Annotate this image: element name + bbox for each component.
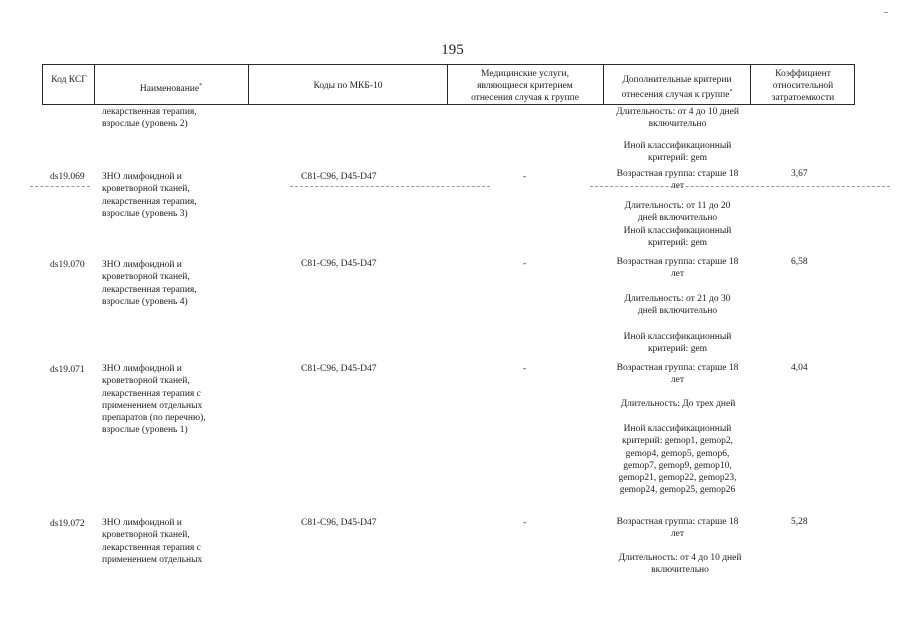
header-coef: Коэффициент относительной затратоемкости — [771, 69, 835, 103]
header-divider — [750, 64, 751, 105]
criterion-duration: Длительность: До трех дней — [620, 399, 736, 409]
scan-artifact-line — [30, 186, 90, 188]
row-name — [102, 106, 246, 131]
scan-speck — [884, 12, 888, 13]
row-code: ds19.071 — [50, 365, 85, 375]
header-bottom-border — [42, 104, 854, 105]
header-divider — [42, 64, 43, 105]
header-criteria: Дополнительные критерии отнесения случая к группе* — [621, 75, 733, 101]
name-line: ЗНО лимфоидной и — [102, 172, 182, 182]
row-name — [102, 517, 246, 566]
row-mkb: C81-C96, D45-D47 — [301, 259, 377, 269]
scan-artifact-line — [290, 186, 490, 188]
header-name: Наименование* — [139, 83, 203, 95]
name-line: препаратов (по перечню), — [102, 413, 206, 424]
header-mkb: Коды по МКБ-10 — [313, 81, 383, 91]
criterion-age: Возрастная группа: старше 18 лет — [616, 517, 739, 540]
page-number: 195 — [441, 42, 464, 58]
row-services: - — [523, 518, 527, 528]
row-code: ds19.070 — [50, 260, 85, 270]
header-divider — [447, 64, 448, 105]
name-line: лекарственная терапия с — [102, 542, 201, 553]
header-services: Медицинские услуги, являющиеся критерием отнесения случая к группе — [471, 69, 579, 103]
name-line: лекарственная терапия, — [102, 107, 197, 117]
criterion-duration: Длительность: от 21 до 30 дней включительно — [624, 294, 731, 317]
name-line: лекарственная терапия, — [102, 284, 197, 295]
name-line: кроветворной тканей, — [102, 530, 190, 541]
row-mkb: C81-C96, D45-D47 — [301, 364, 377, 374]
row-coef: 3,67 — [791, 169, 808, 179]
name-line: кроветворной тканей, — [102, 272, 190, 283]
criterion-age: Возрастная группа: старше 18 лет — [616, 169, 739, 192]
criterion-age: Возрастная группа: старше 18 лет — [616, 257, 739, 280]
row-mkb: C81-C96, D45-D47 — [301, 172, 377, 182]
row-coef: 6,58 — [791, 257, 808, 267]
criterion-classifier: Иной классификационный критерий: gem — [623, 226, 732, 249]
row-mkb: C81-C96, D45-D47 — [301, 518, 377, 528]
header-code: Код КСГ — [51, 75, 87, 85]
name-line: кроветворной тканей, — [102, 184, 190, 195]
row-code: ds19.072 — [50, 519, 85, 529]
header-top-border — [42, 64, 854, 65]
header-divider — [854, 64, 855, 105]
row-services: - — [523, 172, 527, 182]
row-name — [102, 363, 246, 437]
criterion-classifier: Иной классификационный критерий: gemop1, gemop2, gemop4, gemop5, gemop6, gemop7, gemop9, gemop10, gemop21, gemop22, gemop23, gemop24, gemop25, gemop26 — [618, 424, 737, 496]
row-coef: 4,04 — [791, 363, 808, 373]
name-line: ЗНО лимфоидной и — [102, 364, 182, 374]
criterion-duration: Длительность: от 11 до 20 дней включительно — [624, 201, 731, 224]
row-services: - — [523, 364, 527, 374]
name-line: ЗНО лимфоидной и — [102, 260, 182, 270]
name-line: применением отдельных — [102, 400, 203, 411]
header-divider — [603, 64, 604, 105]
name-line: взрослые (уровень 1) — [102, 425, 188, 436]
row-code: ds19.069 — [50, 172, 85, 182]
row-coef: 5,28 — [791, 517, 808, 527]
name-line: взрослые (уровень 3) — [102, 208, 188, 219]
criterion-classifier: Иной классификационный критерий: gem — [623, 332, 732, 355]
row-name — [102, 259, 246, 308]
row-services: - — [523, 259, 527, 269]
criterion-duration: Длительность: от 4 до 10 дней включительно — [616, 107, 739, 130]
criterion-duration: Длительность: от 4 до 10 дней включительно — [618, 553, 742, 576]
name-line: взрослые (уровень 4) — [102, 296, 188, 307]
header-divider — [248, 64, 249, 105]
criterion-age: Возрастная группа: старше 18 лет — [616, 363, 739, 386]
criterion-classifier: Иной классификационный критерий: gem — [623, 141, 732, 164]
name-line: кроветворной тканей, — [102, 376, 190, 387]
name-line: применением отдельных — [102, 554, 203, 565]
name-line: лекарственная терапия, — [102, 196, 197, 207]
name-line: ЗНО лимфоидной и — [102, 518, 182, 528]
name-line: лекарственная терапия с — [102, 388, 201, 399]
row-name — [102, 171, 246, 220]
name-line: взрослые (уровень 2) — [102, 119, 188, 130]
header-divider — [94, 64, 95, 105]
scan-artifact-line — [590, 186, 890, 188]
